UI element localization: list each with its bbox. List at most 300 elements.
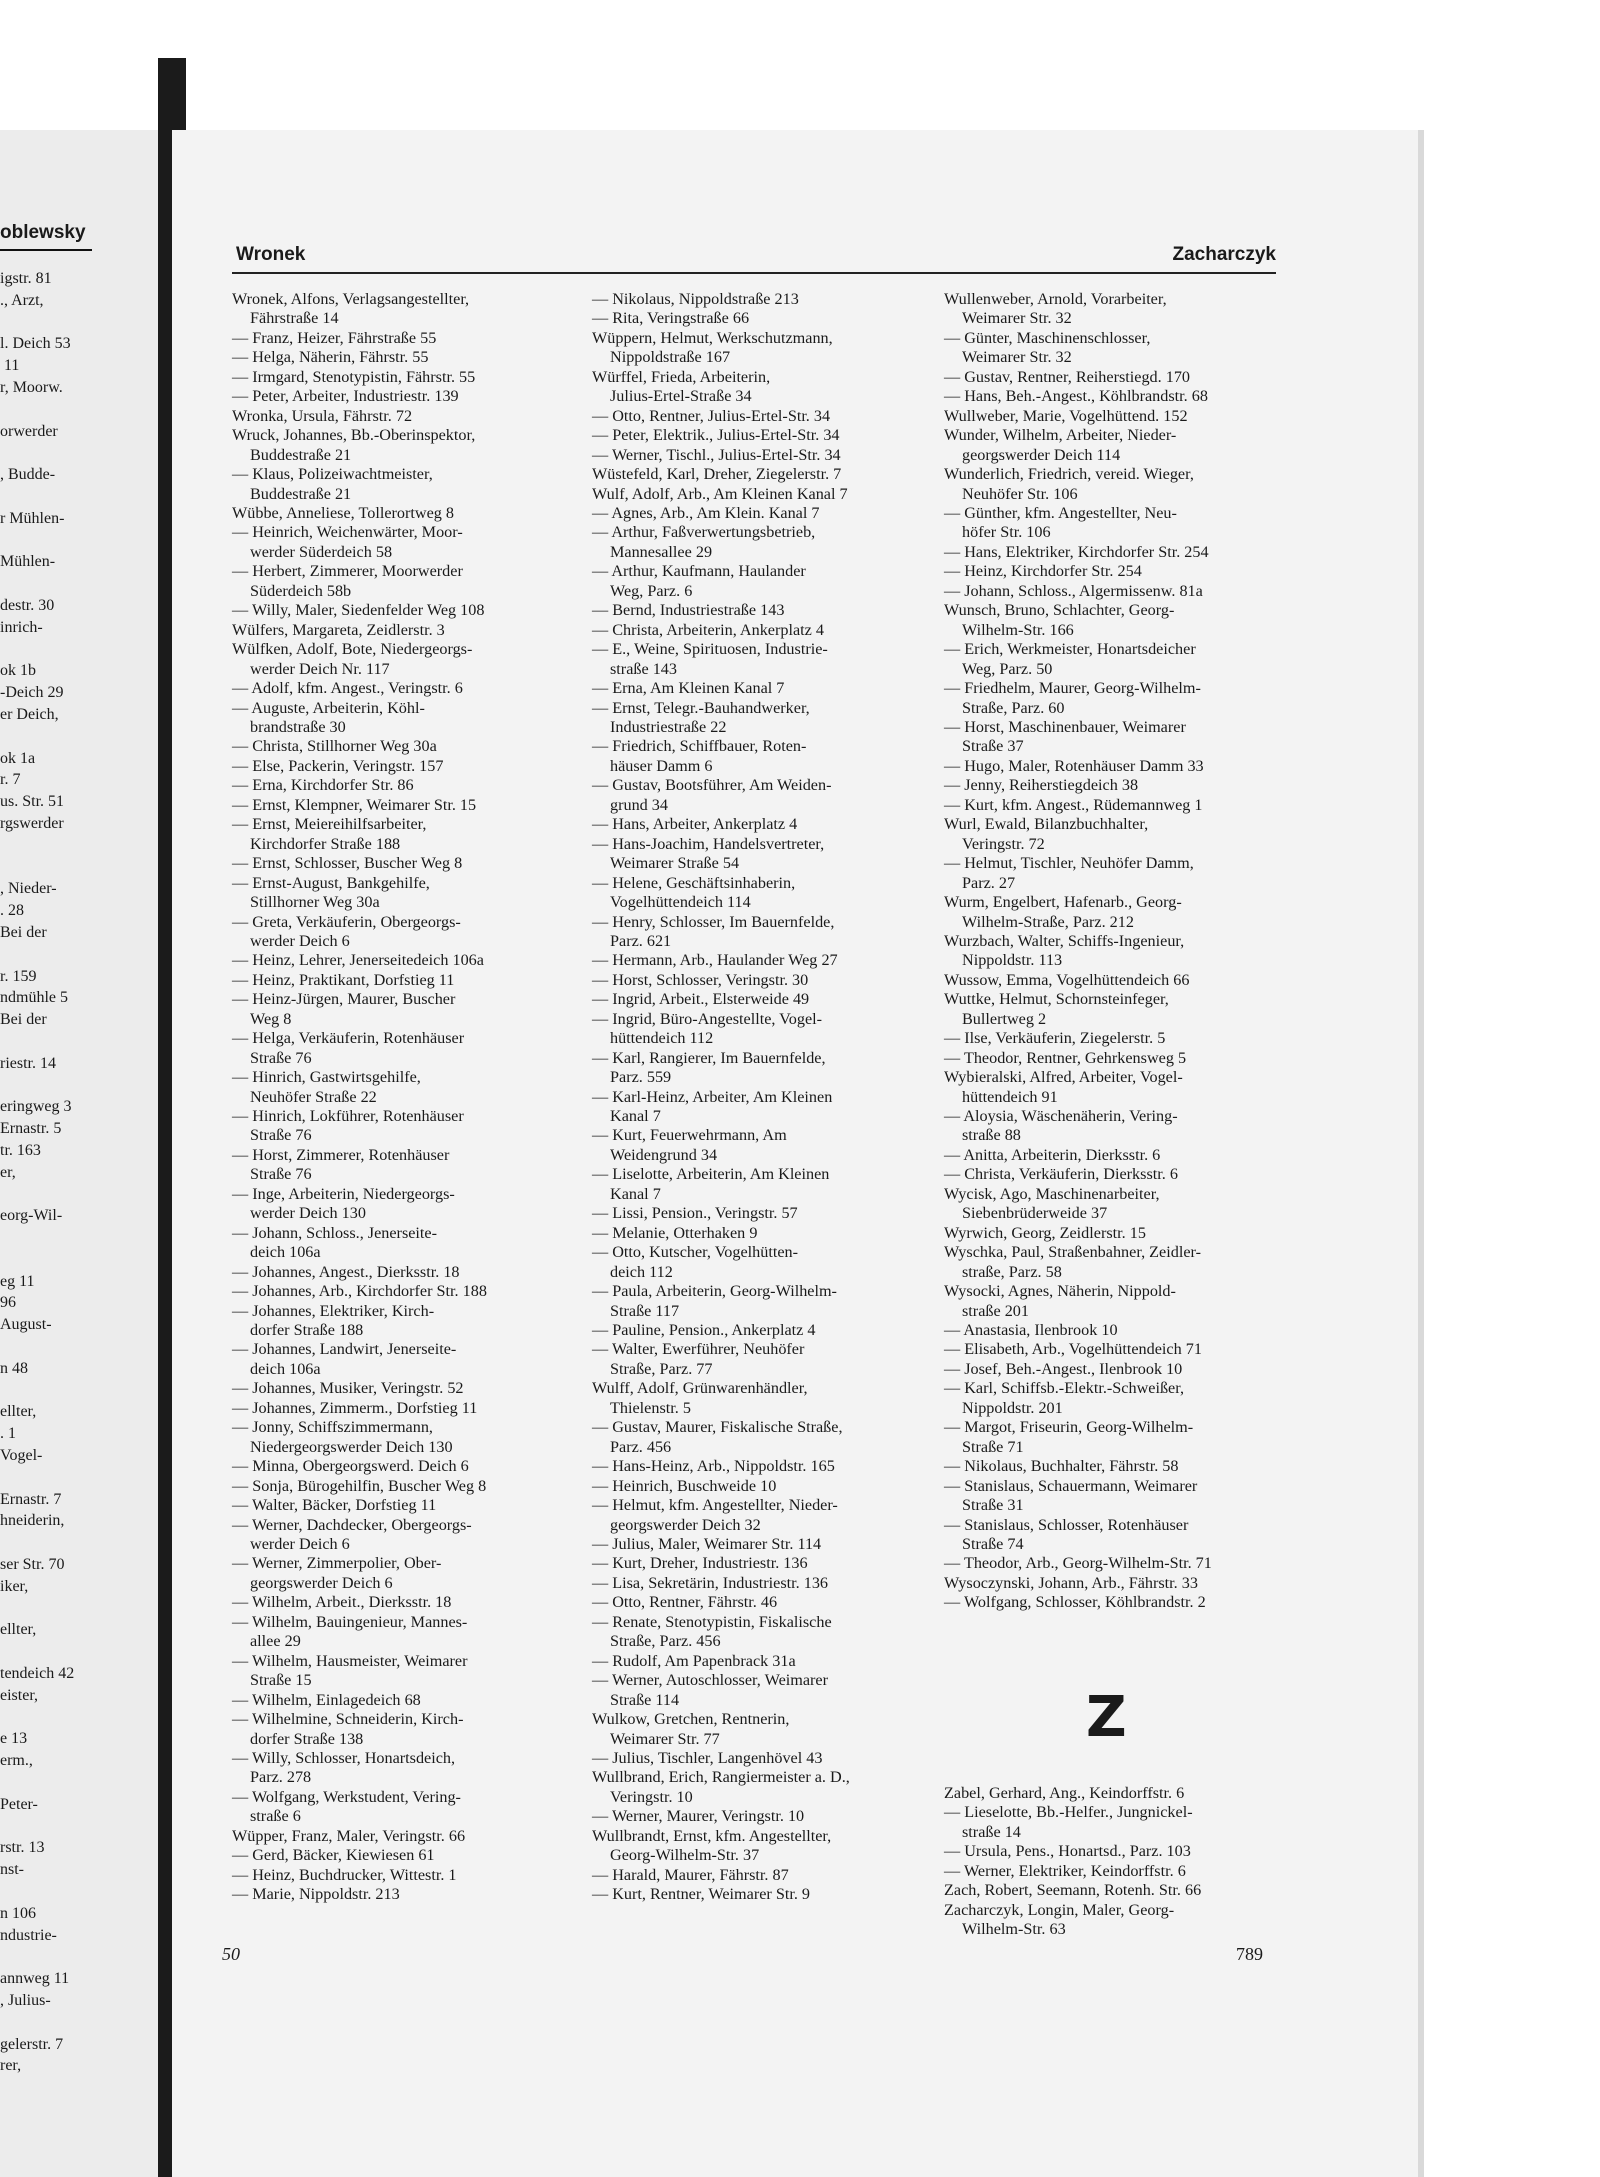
directory-entry-line: — Helene, Geschäftsinhaberin, [592,873,796,892]
directory-entry-line: — Anitta, Arbeiterin, Dierksstr. 6 [944,1145,1161,1164]
directory-entry-line: — Johannes, Arb., Kirchdorfer Str. 188 [232,1282,487,1301]
directory-entry-line: — Willy, Maler, Siedenfelder Weg 108 [232,601,485,620]
previous-page-line: ., Arzt, [0,291,44,309]
directory-entry-line: Fährstraße 14 [250,309,339,328]
previous-page-line: Ernastr. 7 [0,1490,62,1508]
directory-entry-line: — Johannes, Landwirt, Jenerseite- [232,1340,457,1359]
directory-entry-line: Straße 31 [962,1496,1024,1515]
directory-entry-line: Wuttke, Helmut, Schornsteinfeger, [944,990,1169,1009]
directory-entry-line: Wullbrandt, Ernst, kfm. Angestellter, [592,1826,832,1845]
directory-entry-line: — Wilhelm, Einlagedeich 68 [232,1690,421,1709]
directory-entry-line: — Aloysia, Wäschenäherin, Vering- [944,1107,1178,1126]
directory-entry-line: Kanal 7 [610,1184,661,1203]
directory-entry-line: — Helga, Näherin, Fährstr. 55 [232,348,429,367]
directory-entry-line: — Karl, Rangierer, Im Bauernfelde, [592,1048,826,1067]
directory-entry-line: Wussow, Emma, Vogelhüttendeich 66 [944,970,1190,989]
directory-entry-line: Wurzbach, Walter, Schiffs-Ingenieur, [944,931,1185,950]
previous-page-line: , Julius- [0,1991,51,2009]
directory-entry-line: Wronka, Ursula, Fährstr. 72 [232,406,413,425]
previous-page-line [0,1183,150,1205]
directory-entry-line: — Werner, Autoschlosser, Weimarer [592,1671,828,1690]
directory-entry-line: Wübbe, Anneliese, Tollerortweg 8 [232,503,454,522]
directory-entry-line: — Nikolaus, Buchhalter, Fährstr. 58 [944,1457,1179,1476]
directory-entry-line: Straße 114 [610,1690,680,1709]
directory-entry-line: werder Deich Nr. 117 [250,659,390,678]
directory-entry-line: Georg-Wilhelm-Str. 37 [610,1846,760,1865]
directory-entry-line: Straße 37 [962,737,1024,756]
directory-entry-line: Wybieralski, Alfred, Arbeiter, Vogel- [944,1068,1183,1087]
previous-page-line: 96 [0,1294,16,1312]
previous-page-line [0,1641,150,1663]
directory-entry-line: — Arthur, Faßverwertungsbetrieb, [592,523,816,542]
previous-page-line: Vogel- [0,1447,43,1465]
directory-entry-line: — Josef, Beh.-Angest., Ilenbrook 10 [944,1359,1183,1378]
directory-entry-line: höfer Str. 106 [962,523,1051,542]
directory-entry-line: — Ernst, Telegr.-Bauhandwerker, [592,698,810,717]
directory-entry-line: straße 201 [962,1301,1029,1320]
directory-entry-line: — Werner, Elektriker, Keindorffstr. 6 [944,1861,1186,1880]
previous-page-line: ndmühle 5 [0,989,68,1007]
directory-entry-line: — Gustav, Bootsführer, Am Weiden- [592,776,832,795]
directory-entry-line: Wycisk, Ago, Maschinenarbeiter, [944,1184,1160,1203]
directory-entry-line: Würffel, Frieda, Arbeiterin, [592,367,771,386]
previous-page-line: , Budde- [0,466,56,484]
directory-entry-line: — Theodor, Arb., Georg-Wilhelm-Str. 71 [944,1554,1212,1573]
directory-entry-line: — Erna, Am Kleinen Kanal 7 [592,679,785,698]
directory-entry-line: — Adolf, kfm. Angest., Veringstr. 6 [232,679,463,698]
directory-entry-line: Kanal 7 [610,1107,661,1126]
directory-entry-line: Wunsch, Bruno, Schlachter, Georg- [944,601,1175,620]
previous-page-line: 11 [0,357,20,375]
directory-entry-line: Wunder, Wilhelm, Arbeiter, Nieder- [944,426,1177,445]
directory-entry-line: Weidengrund 34 [610,1145,718,1164]
directory-entry-line: Buddestraße 21 [250,484,352,503]
previous-page-header: oblewsky [0,222,86,243]
directory-entry-line: — Renate, Stenotypistin, Fiskalische [592,1612,832,1631]
previous-page-line [0,399,150,421]
directory-entry-line: — Heinz, Praktikant, Dorfstieg 11 [232,970,455,989]
directory-entry-line: Wüpper, Franz, Maler, Veringstr. 66 [232,1826,466,1845]
directory-entry-line: — Otto, Rentner, Fährstr. 46 [592,1593,778,1612]
directory-entry-line: Weg, Parz. 50 [962,659,1053,678]
directory-entry-line: Straße 76 [250,1126,312,1145]
directory-entry-line: — Ilse, Verkäuferin, Ziegelerstr. 5 [944,1029,1166,1048]
directory-entry-line: — E., Weine, Spirituosen, Industrie- [592,640,828,659]
previous-page-text [0,268,150,2077]
directory-entry-line: — Rudolf, Am Papenbrack 31a [592,1651,796,1670]
directory-entry-line: — Jenny, Reiherstiegdeich 38 [944,776,1139,795]
directory-entry-line: — Herbert, Zimmerer, Moorwerder [232,562,463,581]
page-number-left: 50 [222,1944,240,1964]
directory-entry-line: — Greta, Verkäuferin, Obergeorgs- [232,912,461,931]
directory-entry-line: — Margot, Friseurin, Georg-Wilhelm- [944,1418,1194,1437]
directory-entry-line: Straße 76 [250,1165,312,1184]
previous-page-line: Peter- [0,1795,38,1813]
previous-page-line: ok 1b [0,662,36,680]
directory-entry-line: — Hans-Joachim, Handelsvertreter, [592,834,825,853]
previous-page-line: erm., [0,1752,33,1770]
directory-entry-line: brandstraße 30 [250,717,346,736]
directory-entry-line: — Pauline, Pension., Ankerplatz 4 [592,1321,816,1340]
previous-page-line: e 13 [0,1730,28,1748]
previous-page-line [0,1380,150,1402]
directory-entry-line: georgswerder Deich 32 [610,1515,761,1534]
previous-page-line: eorg-Wil- [0,1207,63,1225]
directory-entry-line: — Stanislaus, Schlosser, Rotenhäuser [944,1515,1189,1534]
previous-page-line [0,1074,150,1096]
directory-entry-line: Weg 8 [250,1009,292,1028]
directory-entry-line: Zacharczyk, Longin, Maler, Georg- [944,1900,1175,1919]
directory-entry-line: — Kurt, Rentner, Weimarer Str. 9 [592,1885,811,1904]
directory-entry-line: georgswerder Deich 6 [250,1573,393,1592]
directory-entry-line: — Otto, Rentner, Julius-Ertel-Str. 34 [592,406,831,425]
directory-entry-line: dorfer Straße 138 [250,1729,364,1748]
previous-page-line [0,312,150,334]
page-number-right: 789 [1236,1944,1263,1964]
previous-page-line [0,1598,150,1620]
previous-page-line [0,2012,150,2034]
directory-entry-line: — Friedrich, Schiffbauer, Roten- [592,737,807,756]
directory-entry-line: — Rita, Veringstraße 66 [592,309,750,328]
previous-page-line [0,835,150,857]
previous-page-line: eringweg 3 [0,1098,72,1116]
directory-entry-line: — Horst, Maschinenbauer, Weimarer [944,717,1186,736]
previous-page-line: tendeich 42 [0,1665,75,1682]
directory-entry-line: Weg, Parz. 6 [610,581,693,600]
previous-page-line: Mühlen- [0,553,56,571]
directory-entry-line: Parz. 27 [962,873,1016,892]
directory-entry-line: — Werner, Maurer, Veringstr. 10 [592,1807,805,1826]
directory-entry-line: — Peter, Elektrik., Julius-Ertel-Str. 34 [592,426,840,445]
directory-entry-line: — Ursula, Pens., Honartsd., Parz. 103 [944,1842,1191,1861]
directory-entry-line: — Julius, Maler, Weimarer Str. 114 [592,1535,822,1553]
directory-entry-line: werder Deich 6 [250,931,350,950]
previous-page-line: er, [0,1163,16,1181]
directory-entry-line: Zach, Robert, Seemann, Rotenh. Str. 66 [944,1881,1202,1900]
directory-entry-line: Thielenstr. 5 [610,1398,691,1417]
directory-entry-line: straße, Parz. 58 [962,1262,1062,1281]
directory-entry-line: — Theodor, Rentner, Gehrkensweg 5 [944,1048,1187,1067]
directory-entry-line: straße 14 [962,1822,1021,1841]
previous-page-line: annweg 11 [0,1970,70,1988]
directory-entry-line: — Günther, kfm. Angestellter, Neu- [944,503,1177,522]
previous-page-line: . 1 [0,1425,16,1443]
directory-entry-line: — Christa, Verkäuferin, Dierksstr. 6 [944,1165,1178,1184]
directory-entry-line: — Hans, Arbeiter, Ankerplatz 4 [592,815,798,834]
directory-entry-line: — Nikolaus, Nippoldstraße 213 [592,290,799,308]
directory-entry-line: Straße 15 [250,1671,312,1690]
previous-page-line: ser Str. 70 [0,1556,65,1574]
directory-entry-line: Wurl, Ewald, Bilanzbuchhalter, [944,815,1149,834]
directory-entry-line: Siebenbrüderweide 37 [962,1204,1108,1223]
directory-entry-line: — Liselotte, Arbeiterin, Am Kleinen [592,1165,830,1184]
directory-entry-line: — Ernst, Schlosser, Buscher Weg 8 [232,854,463,873]
directory-entry-line: Wulkow, Gretchen, Rentnerin, [592,1710,790,1729]
directory-entry-line: dorfer Straße 188 [250,1321,364,1340]
previous-page-line: ellter, [0,1621,37,1639]
directory-entry-line: Wullenweber, Arnold, Vorarbeiter, [944,290,1167,308]
directory-entry-line: werder Deich 6 [250,1535,350,1553]
previous-page-line: Bei der [0,1011,47,1029]
directory-entry-line: — Kurt, kfm. Angest., Rüdemannweg 1 [944,795,1203,814]
previous-page-line: eg 11 [0,1272,35,1290]
directory-entry-line: — Julius, Tischler, Langenhövel 43 [592,1748,823,1767]
previous-page-line: r Mühlen- [0,509,65,527]
previous-page-line: Bei der [0,923,47,941]
directory-entry-line: Straße, Parz. 77 [610,1359,713,1378]
directory-entry-line: Straße 74 [962,1535,1024,1553]
directory-entry-line: Wülfers, Margareta, Zeidlerstr. 3 [232,620,445,639]
directory-entry-line: — Karl-Heinz, Arbeiter, Am Kleinen [592,1087,833,1106]
directory-entry-line: Wilhelm-Str. 166 [962,620,1074,639]
directory-entry-line: Zabel, Gerhard, Ang., Keindorffstr. 6 [944,1784,1185,1802]
previous-page-line: nst- [0,1861,24,1879]
directory-entry-line: grund 34 [610,795,668,814]
directory-entry-line: — Ingrid, Arbeit., Elsterweide 49 [592,990,810,1009]
directory-entry-line: — Wilhelm, Arbeit., Dierksstr. 18 [232,1593,452,1612]
previous-page-line: tr. 163 [0,1141,41,1159]
directory-entry-line: Stillhorner Weg 30a [250,893,380,912]
page-edge [1418,130,1424,2177]
previous-page-line: iker, [0,1577,29,1595]
directory-entry-line: Weimarer Str. 32 [962,348,1072,367]
directory-entry-line: werder Süderdeich 58 [250,542,393,561]
previous-page-line [0,442,150,464]
previous-page-line: rgswerder [0,814,64,832]
directory-entry-line: — Christa, Stillhorner Weg 30a [232,737,437,756]
directory-entry-line: Wunderlich, Friedrich, vereid. Wieger, [944,465,1194,484]
directory-entry-line: — Friedhelm, Maurer, Georg-Wilhelm- [944,679,1201,698]
previous-page-line: ndustrie- [0,1926,57,1944]
directory-entry-line: — Bernd, Industriestraße 143 [592,601,785,620]
directory-entry-line: Veringstr. 72 [962,834,1045,853]
directory-entry-line: Wulf, Adolf, Arb., Am Kleinen Kanal 7 [592,484,848,503]
directory-entry-line: — Erna, Kirchdorfer Str. 86 [232,776,414,795]
previous-page-line [0,857,150,879]
directory-entry-line: — Otto, Kutscher, Vogelhütten- [592,1243,799,1262]
directory-entry-line: — Heinz, Buchdrucker, Wittestr. 1 [232,1865,457,1884]
previous-page-line: inrich- [0,618,43,636]
previous-page-line [0,726,150,748]
directory-entry-line: allee 29 [250,1632,301,1651]
directory-entry-line: Süderdeich 58b [250,581,352,600]
directory-entry-line: — Johann, Schloss., Jenerseite- [232,1223,438,1242]
directory-entry-line: Weimarer Str. 32 [962,309,1072,328]
directory-entry-line: — Hermann, Arb., Haulander Weg 27 [592,951,838,970]
directory-entry-line: Nippoldstraße 167 [610,348,731,367]
directory-entry-line: — Sonja, Bürogehilfin, Buscher Weg 8 [232,1476,487,1495]
directory-entry-line: — Werner, Dachdecker, Obergeorgs- [232,1515,472,1534]
directory-entry-line: Straße, Parz. 456 [610,1632,721,1651]
directory-entry-line: — Arthur, Kaufmann, Haulander [592,562,806,581]
previous-page-rule [0,249,92,251]
previous-page-line: , Nieder- [0,880,57,898]
previous-page-line [0,530,150,552]
directory-entry-line: Wysocki, Agnes, Näherin, Nippold- [944,1282,1176,1301]
directory-entry-line: Wurm, Engelbert, Hafenarb., Georg- [944,893,1182,912]
directory-entry-line: — Johannes, Zimmerm., Dorfstieg 11 [232,1398,478,1417]
previous-page-line [0,639,150,661]
directory-entry-line: — Hugo, Maler, Rotenhäuser Damm 33 [944,756,1204,775]
directory-entry-line: — Horst, Schlosser, Veringstr. 30 [592,970,809,989]
directory-entry-line: — Minna, Obergeorgswerd. Deich 6 [232,1457,469,1476]
directory-entry-line: — Helmut, kfm. Angestellter, Nieder- [592,1496,838,1515]
directory-entry-line: — Heinz-Jürgen, Maurer, Buscher [232,990,456,1009]
directory-entry-line: — Irmgard, Stenotypistin, Fährstr. 55 [232,367,476,386]
directory-entry-line: — Wilhelm, Hausmeister, Weimarer [232,1651,468,1670]
previous-page-line: August- [0,1316,52,1334]
directory-entry-line: Wronek, Alfons, Verlagsangestellter, [232,290,470,308]
directory-entry-line: — Werner, Tischl., Julius-Ertel-Str. 34 [592,445,841,464]
directory-entry-line: — Walter, Bäcker, Dorfstieg 11 [232,1496,437,1515]
previous-page-line [0,486,150,508]
directory-entry-line: — Franz, Heizer, Fährstraße 55 [232,328,437,347]
previous-page-line [0,1881,150,1903]
previous-page-line: er Deich, [0,705,59,723]
previous-page-line: orwerder [0,422,58,440]
directory-entry-line: — Elisabeth, Arb., Vogelhüttendeich 71 [944,1340,1202,1359]
directory-entry-line: deich 106a [250,1359,321,1378]
directory-entry-line: — Peter, Arbeiter, Industriestr. 139 [232,387,459,406]
directory-entry-line: straße 6 [250,1807,301,1826]
directory-entry-line: — Paula, Arbeiterin, Georg-Wilhelm- [592,1282,837,1301]
column-1 [232,290,570,1905]
directory-entry-line: — Klaus, Polizeiwachtmeister, [232,465,433,484]
directory-entry-line: Wülfken, Adolf, Bote, Niedergeorgs- [232,640,473,659]
previous-page-line [0,1249,150,1271]
directory-entry-line: — Jonny, Schiffszimmermann, [232,1418,433,1437]
directory-entry-line: — Heinrich, Buschweide 10 [592,1476,777,1495]
directory-entry-line: hüttendeich 91 [962,1087,1058,1106]
directory-entry-line: — Agnes, Arb., Am Klein. Kanal 7 [592,503,820,522]
previous-page-line: rer, [0,2057,22,2075]
directory-entry-line: — Helga, Verkäuferin, Rotenhäuser [232,1029,465,1048]
directory-entry-line: — Werner, Zimmerpolier, Ober- [232,1554,442,1573]
header-first-entry: Wronek [236,244,306,265]
previous-page-line: riestr. 14 [0,1054,56,1072]
directory-entry-line: Wullbrand, Erich, Rangiermeister a. D., [592,1768,850,1787]
directory-entry-line: Niedergeorgswerder Deich 130 [250,1437,453,1456]
directory-entry-line: — Helmut, Tischler, Neuhöfer Damm, [944,854,1194,873]
directory-entry-line: Weimarer Str. 77 [610,1729,720,1748]
directory-entry-line: Kirchdorfer Straße 188 [250,834,401,853]
previous-page-line [0,1772,150,1794]
previous-page-line: r, Moorw. [0,378,63,396]
previous-page-line: r. 159 [0,967,37,985]
header-rule [232,272,1276,274]
directory-entry-line: Vogelhüttendeich 114 [610,893,751,912]
previous-page-line [0,573,150,595]
previous-page-line [0,1227,150,1249]
previous-page-line: us. Str. 51 [0,793,65,811]
column-2 [592,290,930,1905]
directory-entry-line: — Johann, Schloss., Algermissenw. 81a [944,581,1203,600]
directory-entry-line: — Lissi, Pension., Veringstr. 57 [592,1204,798,1223]
directory-entry-line: — Heinz, Kirchdorfer Str. 254 [944,562,1142,581]
directory-entry-line: Wulff, Adolf, Grünwarenhändler, [592,1379,808,1398]
previous-page-line [0,1946,150,1968]
previous-page-line [0,1816,150,1838]
directory-entry-line: — Hinrich, Gastwirtsgehilfe, [232,1068,421,1087]
previous-page-edge [0,130,158,2177]
previous-page-line: r. 7 [0,771,21,789]
directory-entry-line: — Henry, Schlosser, Im Bauernfelde, [592,912,835,931]
previous-page-line: n 48 [0,1359,28,1377]
directory-entry-line: Wruck, Johannes, Bb.-Oberinspektor, [232,426,476,445]
directory-entry-line: häuser Damm 6 [610,756,713,775]
directory-entry-line: — Lieselotte, Bb.-Helfer., Jungnickel- [944,1803,1193,1822]
directory-entry-line: Parz. 621 [610,931,672,950]
directory-entry-line: Wüstefeld, Karl, Dreher, Ziegelerstr. 7 [592,465,842,484]
previous-page-line: ellter, [0,1403,37,1421]
directory-entry-line: Nippoldstr. 201 [962,1398,1063,1417]
directory-entry-line: — Ernst-August, Bankgehilfe, [232,873,430,892]
directory-entry-line: straße 143 [610,659,677,678]
previous-page-line: Ernastr. 5 [0,1120,62,1138]
directory-entry-line: — Ernst, Meiereihilfsarbeiter, [232,815,427,834]
previous-page-line: gelerstr. 7 [0,2035,64,2053]
directory-entry-line: — Erich, Werkmeister, Honartsdeicher [944,640,1196,659]
directory-entry-line: deich 106a [250,1243,321,1262]
directory-entry-line: — Auguste, Arbeiterin, Köhl- [232,698,425,717]
previous-page-line: hneiderin, [0,1512,65,1530]
directory-entry-line: — Wilhelm, Bauingenieur, Mannes- [232,1612,468,1631]
previous-page-line: eister, [0,1686,39,1704]
previous-page-line: ok 1a [0,749,36,767]
directory-entry-line: — Johannes, Musiker, Veringstr. 52 [232,1379,464,1398]
directory-entry-line: Wullweber, Marie, Vogelhüttend. 152 [944,406,1188,425]
directory-entry-line: — Hans-Heinz, Arb., Nippoldstr. 165 [592,1457,835,1476]
previous-page-line: -Deich 29 [0,684,64,702]
directory-entry-line: — Gerd, Bäcker, Kiewiesen 61 [232,1846,435,1865]
directory-entry-line: Veringstr. 10 [610,1787,693,1806]
directory-entry-line: Straße 71 [962,1437,1024,1456]
directory-entry-line: Nippoldstr. 113 [962,951,1063,970]
directory-entry-line: straße 88 [962,1126,1021,1145]
directory-entry-line: — Kurt, Dreher, Industriestr. 136 [592,1554,808,1573]
directory-entry-line: Wyrwich, Georg, Zeidlerstr. 15 [944,1223,1146,1242]
directory-entry-line: hüttendeich 112 [610,1029,714,1048]
directory-entry-line: — Wilhelmine, Schneiderin, Kirch- [232,1710,464,1729]
directory-entry-line: — Gustav, Rentner, Reiherstiegd. 170 [944,367,1191,386]
directory-entry-line: — Günter, Maschinenschlosser, [944,328,1151,347]
directory-entry-line: — Willy, Schlosser, Honartsdeich, [232,1748,456,1767]
directory-entry-line: — Melanie, Otterhaken 9 [592,1223,758,1242]
directory-entry-line: Wilhelm-Str. 63 [962,1920,1066,1939]
directory-entry-line: Julius-Ertel-Straße 34 [610,387,752,406]
directory-entry-line: — Christa, Arbeiterin, Ankerplatz 4 [592,620,824,639]
directory-entry-line: Buddestraße 21 [250,445,352,464]
directory-entry-line: werder Deich 130 [250,1204,366,1223]
directory-entry-line: — Walter, Ewerführer, Neuhöfer [592,1340,805,1359]
directory-entry-line: — Stanislaus, Schauermann, Weimarer [944,1476,1198,1495]
directory-entry-line: — Hinrich, Lokführer, Rotenhäuser [232,1107,464,1126]
directory-entry-line: Industriestraße 22 [610,717,727,736]
directory-entry-line: Bullertweg 2 [962,1009,1047,1028]
directory-entry-line: — Kurt, Feuerwehrmann, Am [592,1126,787,1145]
previous-page-line: destr. 30 [0,596,55,614]
section-letter: Z [1086,1685,1127,1750]
directory-entry-line: Neuhöfer Str. 106 [962,484,1078,503]
z-section [944,1784,1284,1940]
previous-page-line: n 106 [0,1904,36,1922]
directory-entry-line: — Johannes, Elektriker, Kirch- [232,1301,435,1320]
directory-entry-line: — Horst, Zimmerer, Rotenhäuser [232,1145,450,1164]
directory-entry-line: — Inge, Arbeiterin, Niedergeorgs- [232,1184,455,1203]
header-last-entry: Zacharczyk [1172,244,1276,265]
previous-page-line [0,1031,150,1053]
directory-entry-line: — Lisa, Sekretärin, Industriestr. 136 [592,1573,829,1592]
